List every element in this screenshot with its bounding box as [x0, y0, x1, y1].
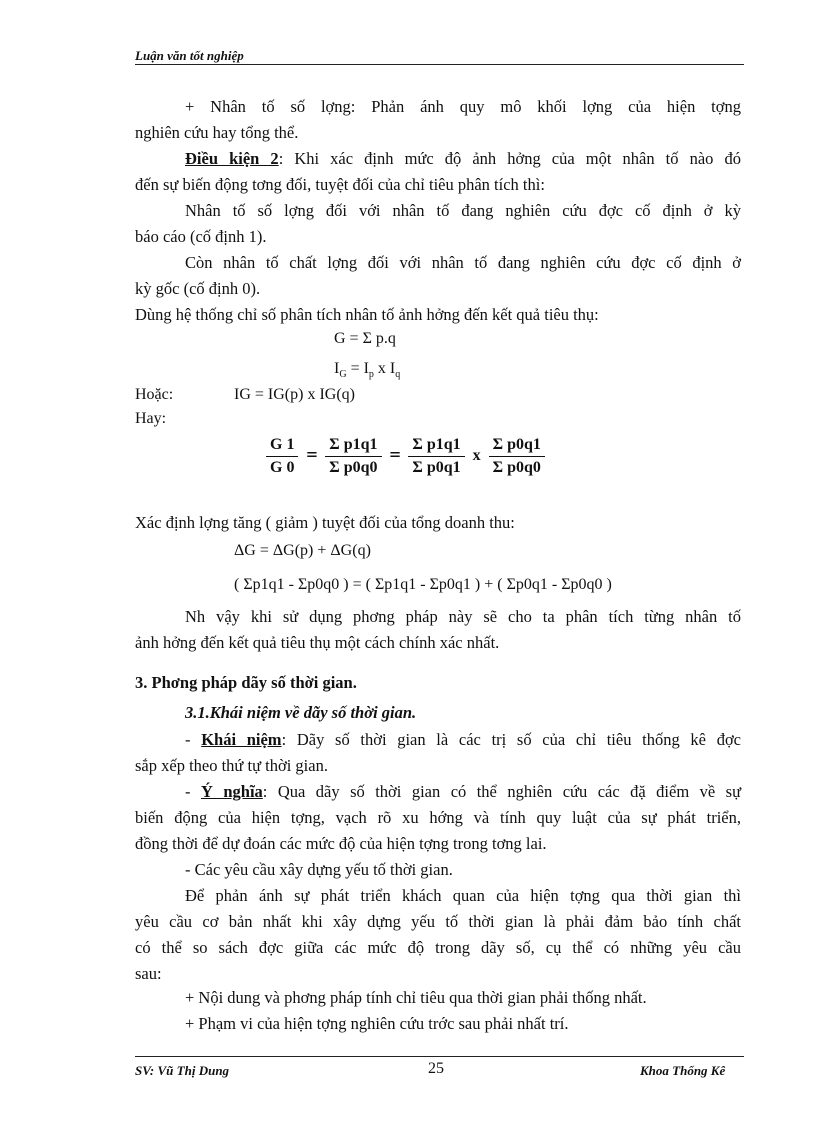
concept-line1: - Khái niệm: Dãy số thời gian là các trị số của chỉ tiêu thống kê đợc: [185, 730, 741, 749]
condition2-label: Điều kiện 2: [185, 149, 279, 168]
formula-delta-expanded: ( Σp1q1 - Σp0q0 ) = ( Σp1q1 - Σp0q1 ) + ( Σp0q1 - Σp0q0 ): [234, 576, 612, 593]
quantity-factor-line2: báo cáo (cố định 1).: [135, 227, 267, 246]
conclusion-line1: Nh vậy khi sử dụng phơng pháp này sẽ cho ta phân tích từng nhân tố: [185, 607, 741, 626]
condition2-line2: đến sự biến động tơng đối, tuyệt đối của chỉ tiêu phân tích thì:: [135, 175, 545, 194]
meaning-line2: biến động của hiện tợng, vạch rõ xu hớng và tính quy luật của sự phát triển,: [135, 808, 741, 827]
requirements-heading: - Các yêu cầu xây dựng yếu tố thời gian.: [185, 860, 453, 879]
requirement-content: + Nội dung và phơng pháp tính chỉ tiêu qua thời gian phải thống nhất.: [185, 988, 647, 1007]
fraction-a: $\frac{\text{Σ p1q1}}{\text{Σ p0q0}}$: [325, 436, 381, 477]
running-header: Luận văn tốt nghiệp: [135, 48, 244, 63]
times-sign: x: [472, 447, 481, 465]
hay-label: Hay:: [135, 410, 167, 427]
fraction-c: $\frac{\text{Σ p0q1}}{\text{Σ p0q0}}$: [489, 436, 545, 477]
footer-rule: [135, 1056, 744, 1057]
equals-sign: =: [306, 444, 318, 466]
fraction-b: $\frac{\text{Σ p1q1}}{\text{Σ p0q1}}$: [408, 436, 464, 477]
reflect-line1: Để phản ánh sự phát triển khách quan của hiện tợng qua thời gian thì: [185, 886, 741, 905]
hoac-label: Hoặc:: [135, 386, 174, 403]
requirement-scope: + Phạm vi của hiện tợng nghiên cứu trớc sau phải nhất trí.: [185, 1014, 569, 1033]
page-number: 25: [428, 1060, 444, 1077]
quantity-factor-line1: Nhân tố số lợng đối với nhân tố đang nghiên cứu đợc cố định ở kỳ: [185, 201, 741, 220]
meaning-text: : Qua dãy số thời gian có thể nghiên cứu các đặ điểm về sự: [262, 782, 742, 801]
header-rule: [135, 64, 744, 65]
concept-label: Khái niệm: [201, 730, 282, 749]
fraction-equation: [262, 436, 549, 477]
quality-factor-line2: kỳ gốc (cố định 0).: [135, 279, 261, 298]
quality-factor-line1: Còn nhân tố chất lợng đối với nhân tố đang nghiên cứu đợc cố định ở: [185, 253, 741, 272]
reflect-line2: yêu cầu cơ bản nhất khi xây dựng yếu tố thời gian là phải đảm bảo tính chất: [135, 912, 741, 931]
concept-text: : Dãy số thời gian là các trị số của chỉ tiêu thống kê đợc: [281, 730, 741, 749]
reflect-line3: có thể so sách đợc giữa các mức độ trong dãy số, cụ thể có những yêu cầu: [135, 938, 741, 957]
equals-sign: =: [389, 444, 401, 466]
formula-ig-decomposition: IG = IG(p) x IG(q): [234, 386, 355, 403]
formula-g-sum: G = Σ p.q: [334, 330, 396, 347]
para-quantity-factor-line1: + Nhân tố số lợng: Phản ánh quy mô khối lợng của hiện tợng: [185, 97, 741, 116]
fraction-g: $\frac{G 1}{G 0}$: [266, 436, 298, 477]
conclusion-line2: ảnh hởng đến kết quả tiêu thụ một cách chính xác nhất.: [135, 633, 500, 652]
footer-faculty: Khoa Thống Kê: [640, 1063, 726, 1078]
reflect-line4: sau:: [135, 964, 162, 983]
meaning-line1: - Ý nghĩa: Qua dãy số thời gian có thể nghiên cứu các đặ điểm về sự: [185, 782, 742, 801]
footer-author: SV: Vũ Thị Dung: [135, 1063, 230, 1078]
formula-ig: $I_G = I_p$ x $I_q$: [334, 360, 401, 381]
para-quantity-factor-line2: nghiên cứu hay tổng thể.: [135, 123, 299, 142]
concept-line2: sắp xếp theo thứ tự thời gian.: [135, 756, 328, 775]
section-3-heading: 3. Phơng pháp dãy số thời gian.: [135, 673, 357, 692]
index-system-intro: Dùng hệ thống chỉ số phân tích nhân tố ảnh hởng đến kết quả tiêu thụ:: [135, 305, 599, 324]
condition2-line1: [135, 146, 741, 172]
condition2-text: : Khi xác định mức độ ảnh hởng của một nhân tố nào đó: [278, 149, 742, 168]
formula-delta-g: ΔG = ΔG(p) + ΔG(q): [234, 542, 371, 559]
absolute-change-intro: Xác định lợng tăng ( giảm ) tuyệt đối của tổng doanh thu:: [135, 513, 515, 532]
meaning-label: Ý nghĩa: [200, 782, 263, 801]
section-3-1-heading: 3.1.Khái niệm về dãy số thời gian.: [185, 703, 417, 722]
meaning-line3: đồng thời để dự đoán các mức độ của hiện tợng trong tơng lai.: [135, 834, 547, 853]
